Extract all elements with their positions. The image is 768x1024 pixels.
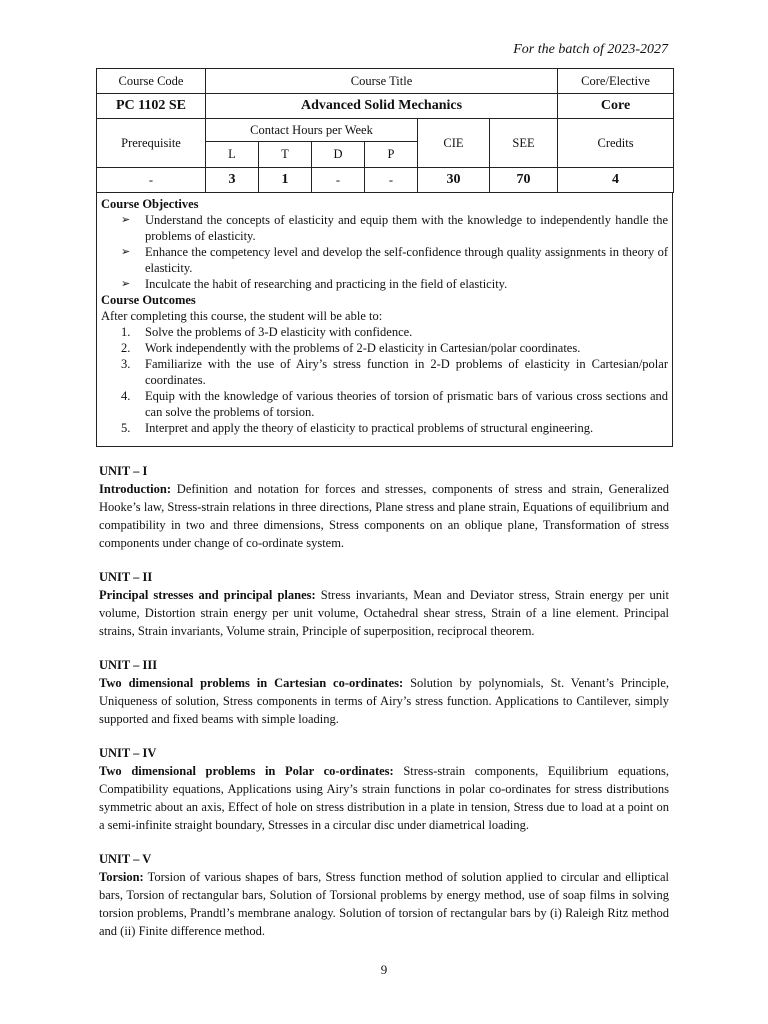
practical-value: - [365,168,418,193]
prerequisite-header: Prerequisite [97,119,206,168]
credits-value: 4 [558,168,674,193]
contact-hours-header: Contact Hours per Week [206,119,418,142]
see-header: SEE [490,119,558,168]
unit-title: UNIT – III [99,658,158,672]
drawing-header: D [312,142,365,168]
unit-2 [99,568,669,640]
outcomes-heading: Course Outcomes [101,293,196,307]
outcome-item: 4. Equip with the knowledge of various theories of torsion of prismatic bars of various cross sections and can solve the problems of torsion. [121,389,668,419]
unit-body: Introduction: Definition and notation for forces and stresses, components of stress and strain, Generalized Hooke’s law, Stress-strain relations in three directions, Plane stress and plane strain, Equations of equilibrium and compatibility in two and three dimensions, Stress components on an oblique plane, Transformation of stress components under change of co-ordinate system. [99,482,669,550]
objectives-heading: Course Objectives [101,197,199,211]
batch-note: For the batch of 2023-2027 [513,42,668,57]
tutorial-header: T [259,142,312,168]
unit-body: Two dimensional problems in Cartesian co-ordinates: Solution by polynomials, St. Venant’s Principle, Uniqueness of solution, Stress components in terms of Airy’s stress function. Applications to Cantilever, simply supported and fixed beams with simple loading. [99,676,670,726]
drawing-value: - [312,168,365,193]
syllabus-units [99,462,669,956]
unit-1 [99,462,669,552]
unit-3 [99,656,669,728]
outcome-item: 1. Solve the problems of 3-D elasticity with confidence. [121,325,413,339]
course-title-value: Advanced Solid Mechanics [206,94,558,119]
outcomes-list [101,324,668,436]
prerequisite-value: - [97,168,206,193]
unit-5 [99,850,669,940]
course-code-value: PC 1102 SE [97,94,206,119]
outcome-item: 3. Familiarize with the use of Airy’s stress function in 2-D problems of elasticity in Cartesian/polar coordinates. [121,357,668,387]
arrow-bullet-icon: ➢ [121,246,131,258]
arrow-bullet-icon: ➢ [121,278,131,290]
lecture-header: L [206,142,259,168]
cie-header: CIE [418,119,490,168]
arrow-bullet-icon: ➢ [121,214,131,226]
see-value: 70 [490,168,558,193]
course-info-table [96,68,674,193]
unit-title: UNIT – I [99,464,148,478]
credits-header: Credits [558,119,674,168]
lecture-value: 3 [206,168,259,193]
course-code-header: Course Code [97,69,206,94]
outcome-item: 2. Work independently with the problems of 2-D elasticity in Cartesian/polar coordinates. [121,341,581,355]
practical-header: P [365,142,418,168]
unit-4 [99,744,669,834]
unit-body: Two dimensional problems in Polar co-ordinates: Stress-strain components, Equilibrium equations, Compatibility equations, Applications using Airy’s strain functions in polar co-ordinates for stress distributions symmetric about an axis, Effect of hole on stress distribution in a plate in tension, Stress due to load at a point on a semi-infinite straight boundary, Stresses in a circular disc under diametrical loading. [99,764,669,832]
objectives-outcomes-box [96,193,673,447]
unit-body: Torsion: Torsion of various shapes of bars, Stress function method of solution applied to circular and elliptical bars, Torsion of rectangular bars, Solution of Torsional problems by energy method, use of soap films in solving torsion problems, Prandtl’s membrane analogy. Solution of torsion of rectangular bars by (i) Raleigh Ritz method and (ii) Finite difference method. [99,870,669,938]
tutorial-value: 1 [259,168,312,193]
core-elective-value: Core [558,94,674,119]
page-number: 9 [380,962,388,977]
course-title-header: Course Title [206,69,558,94]
unit-title: UNIT – IV [99,746,157,760]
objective-item: ➢ Inculcate the habit of researching and practicing in the field of elasticity. [121,277,508,291]
objective-item: ➢ Understand the concepts of elasticity and equip them with the knowledge to independently handle the problems of elasticity. [121,213,668,243]
unit-title: UNIT – V [99,852,152,866]
outcome-item: 5. Interpret and apply the theory of elasticity to practical problems of structural engineering. [121,421,594,435]
unit-title: UNIT – II [99,570,153,584]
cie-value: 30 [418,168,490,193]
unit-body: Principal stresses and principal planes: Stress invariants, Mean and Deviator stress, Strain energy per unit volume, Distortion strain energy per unit volume, Octahedral shear stress, Strain of a line element. Principal strains, Strain invariants, Volume strain, Principle of superposition, reciprocal theorem. [99,588,669,638]
outcomes-intro: After completing this course, the student will be able to: [101,309,383,323]
core-elective-header: Core/Elective [558,69,674,94]
objective-item: ➢ Enhance the competency level and develop the self-confidence through quality assignments in theory of elasticity. [121,245,668,275]
objectives-list [101,212,668,292]
